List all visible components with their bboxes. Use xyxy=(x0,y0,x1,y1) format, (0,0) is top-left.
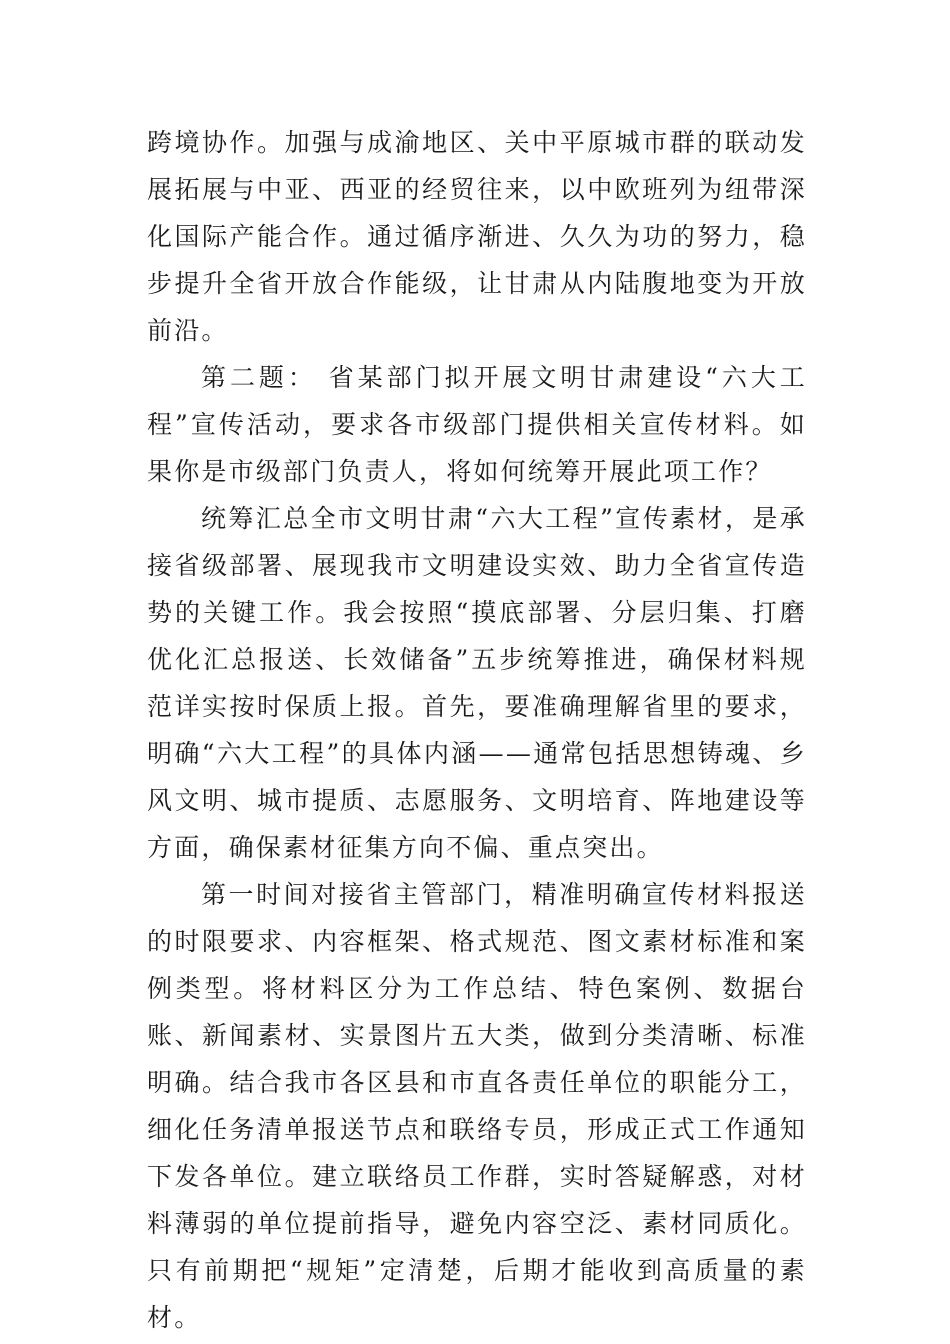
paragraph-answer-intro: 统筹汇总全市文明甘肃“六大工程”宣传素材，是承接省级部署、展现我市文明建设实效、助力全省宣传造势的关键工作。我会按照“摸底部署、分层归集、打磨优化汇总报送、长效储备”五步统筹推进，确保材料规范详实按时保质上报。首先，要准确理解省里的要求，明确“六大工程”的具体内涵——通常包括思想铸魂、乡风文明、城市提质、志愿服务、文明培育、阵地建设等方面，确保素材征集方向不偏、重点突出。 xyxy=(147,504,807,862)
document-body xyxy=(147,119,807,1341)
paragraph-answer-step-one: 第一时间对接省主管部门，精准明确宣传材料报送的时限要求、内容框架、格式规范、图文素材标准和案例类型。将材料区分为工作总结、特色案例、数据台账、新闻素材、实景图片五大类，做到分类清晰、标准明确。结合我市各区县和市直各责任单位的职能分工，细化任务清单报送节点和联络专员，形成正式工作通知下发各单位。建立联络员工作群，实时答疑解惑，对材料薄弱的单位提前指导，避免内容空泛、素材同质化。只有前期把“规矩”定清楚，后期才能收到高质量的素材。 xyxy=(147,880,807,1332)
paragraph-question-two: 第二题： 省某部门拟开展文明甘肃建设“六大工程”宣传活动，要求各市级部门提供相关宣传材料。如果你是市级部门负责人，将如何统筹开展此项工作？ xyxy=(147,363,807,486)
paragraph-continuation: 跨境协作。加强与成渝地区、关中平原城市群的联动发展拓展与中亚、西亚的经贸往来，以中欧班列为纽带深化国际产能合作。通过循序渐进、久久为功的努力，稳步提升全省开放合作能级，让甘肃从内陆腹地变为开放前沿。 xyxy=(147,128,807,345)
